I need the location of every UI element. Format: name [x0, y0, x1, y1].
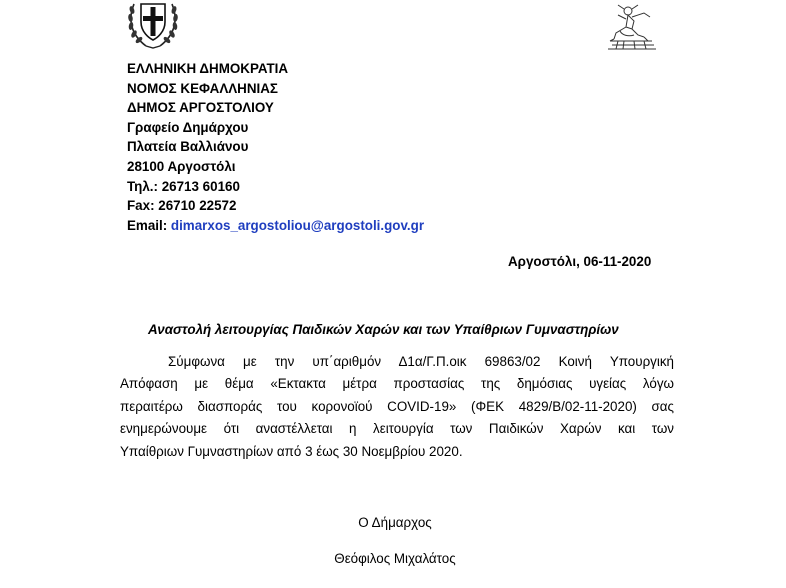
signer-name: Θεόφιλος Μιχαλάτος	[334, 551, 456, 566]
letterhead-address: Πλατεία Βαλλιάνου	[127, 139, 249, 155]
letterhead-municipality: ΔΗΜΟΣ ΑΡΓΟΣΤΟΛΙΟΥ	[127, 100, 274, 116]
email-link[interactable]: dimarxos_argostoliou@argostoli.gov.gr	[170, 217, 425, 233]
body-line: ενημερώνουμε ότι αναστέλλεται η λειτουργία των Παιδικών Χαρών και των	[120, 421, 674, 437]
letterhead-office: Γραφείο Δημάρχου	[127, 119, 249, 135]
hermes-statue-logo-icon	[604, 3, 660, 51]
document-date: Αργοστόλι, 06-11-2020	[508, 254, 652, 269]
letterhead-fax: Fax: 26710 22572	[127, 198, 237, 214]
letterhead-email-row	[127, 216, 424, 236]
email-label: Email:	[127, 217, 171, 233]
document-subject: Αναστολή λειτουργίας Παιδικών Χαρών και των Υπαίθριων Γυμναστηρίων	[148, 322, 619, 337]
body-line: Απόφαση με θέμα «Εκτακτα μέτρα προστασίας της δημόσιας υγείας λόγω	[120, 376, 674, 392]
document-body	[120, 351, 674, 463]
letterhead	[127, 59, 424, 235]
body-line: Σύμφωνα με την υπ΄αριθμόν Δ1α/Γ.Π.οικ 69863/02 Κοινή Υπουργική	[168, 354, 674, 369]
greek-coat-of-arms-icon	[126, 0, 180, 50]
letterhead-phone: Τηλ.: 26713 60160	[127, 178, 240, 194]
body-line: Υπαίθριων Γυμναστηρίων από 3 έως 30 Νοεμβρίου 2020.	[120, 443, 463, 459]
body-line: περαιτέρω διασποράς του κορονοϊού COVID-19» (ΦΕΚ 4829/Β/02-11-2020) σας	[120, 398, 674, 414]
letterhead-prefecture: ΝΟΜΟΣ ΚΕΦΑΛΛΗΝΙΑΣ	[127, 80, 278, 96]
letterhead-country: ΕΛΛΗΝΙΚΗ ΔΗΜΟΚΡΑΤΙΑ	[127, 61, 289, 76]
letterhead-postcode-city: 28100 Αργοστόλι	[127, 158, 236, 174]
signer-title: Ο Δήμαρχος	[358, 515, 432, 530]
